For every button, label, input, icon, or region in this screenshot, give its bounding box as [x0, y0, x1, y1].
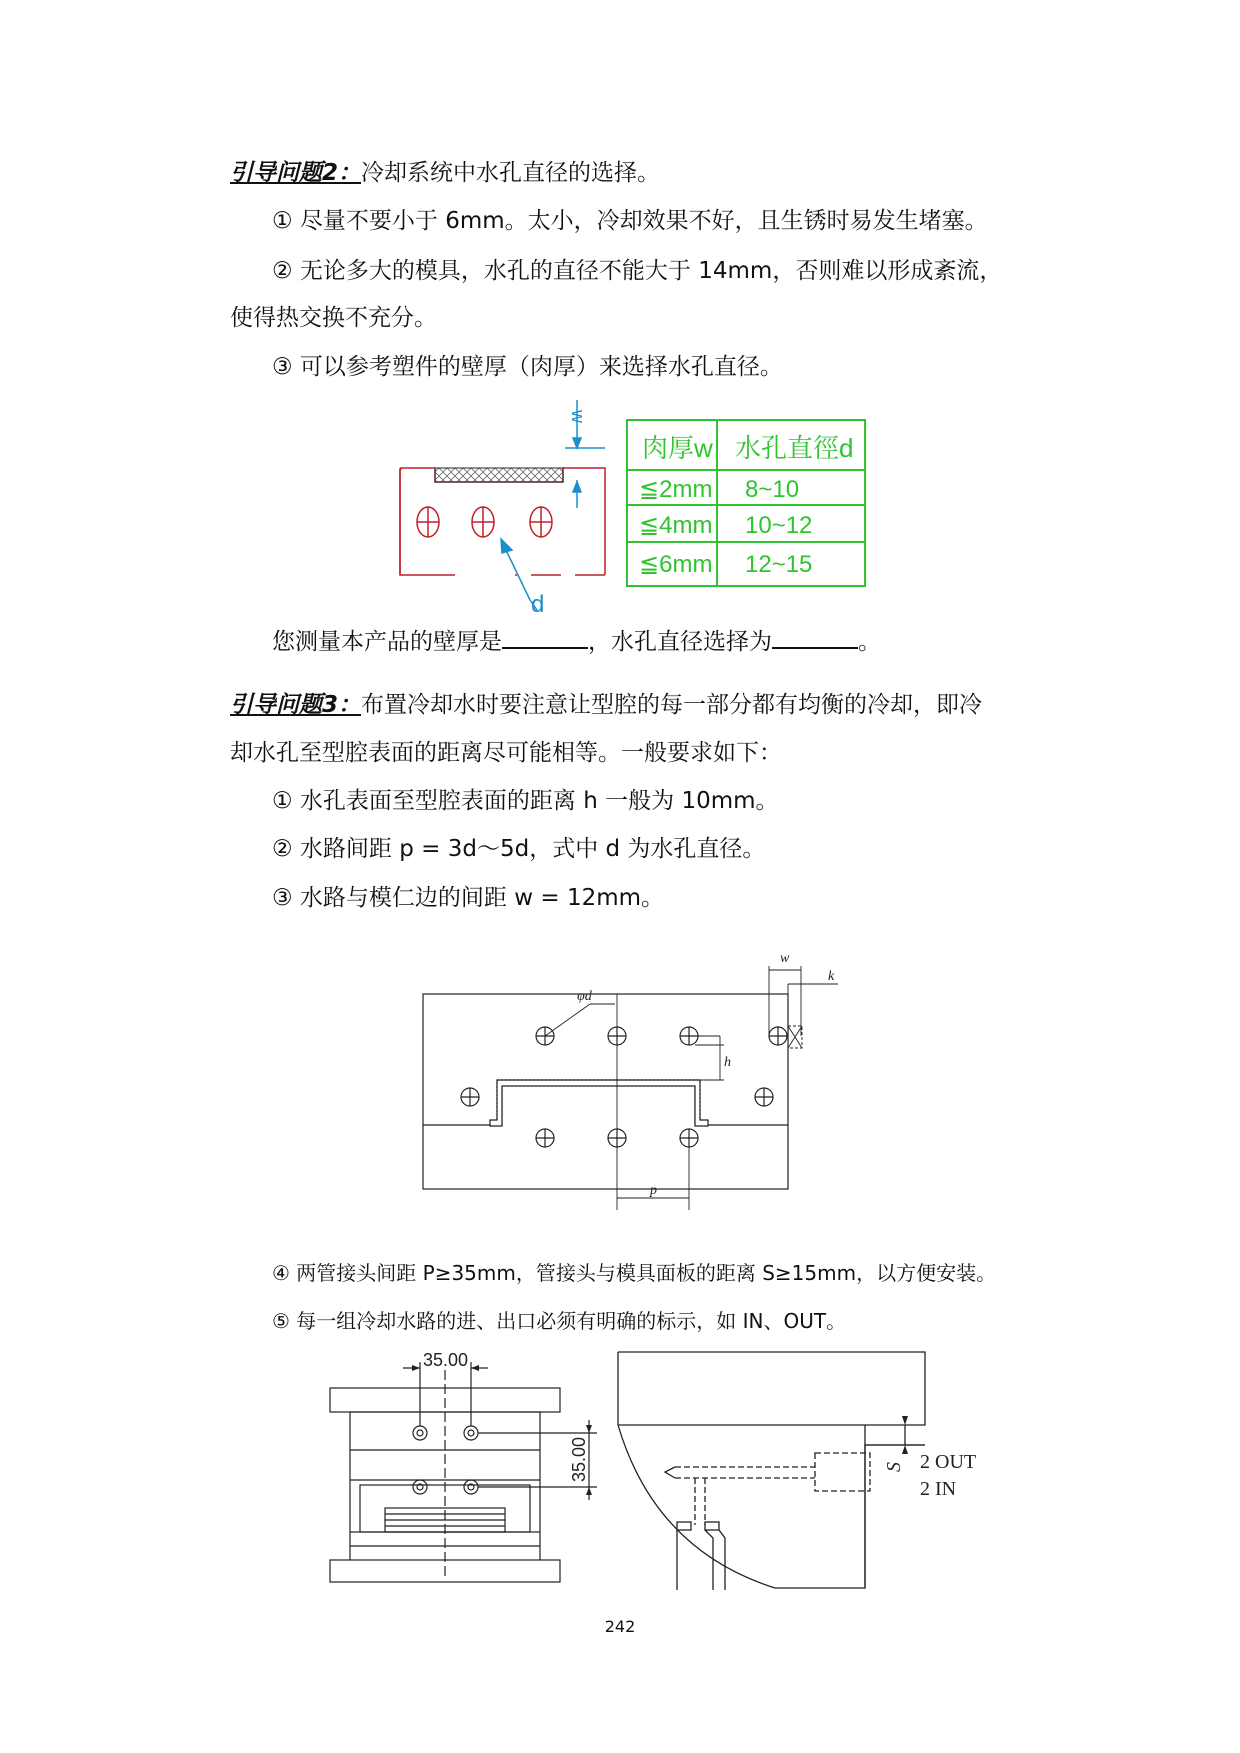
- table-cell-2-1: ≦4mm: [639, 512, 713, 539]
- q3-item-4: ④ 两管接头间距 P≥35mm，管接头与模具面板的距离 S≥15mm，以方便安装。: [272, 1261, 997, 1285]
- q2-heading: [230, 158, 660, 188]
- q3-item-5: ⑤ 每一组冷却水路的进、出口必须有明确的标示，如 IN、OUT。: [272, 1309, 847, 1333]
- plastic-part: [435, 468, 563, 482]
- q3-heading: [230, 690, 982, 720]
- cooling-layout-diagram: [420, 940, 860, 1230]
- fitting-top-right: [464, 1426, 478, 1440]
- label-s: S: [883, 1462, 905, 1472]
- label-w: w: [568, 410, 588, 423]
- table-cell-1-2: 8~10: [745, 476, 800, 503]
- hole-diameter-blank[interactable]: [772, 625, 858, 649]
- table-header-thickness: 肉厚w: [642, 433, 713, 463]
- q3-label: 引导问题3：: [230, 692, 362, 718]
- label-in: 2 IN: [920, 1478, 957, 1500]
- fitting-detail-view: [615, 1350, 1005, 1600]
- q2-title: 冷却系统中水孔直径的选择。: [361, 160, 661, 186]
- label-d: d: [531, 591, 545, 618]
- measure-text-c: 。: [858, 629, 881, 655]
- label-w: w: [780, 951, 790, 966]
- table-header-diameter: 水孔直徑d: [735, 433, 854, 463]
- label-out: 2 OUT: [920, 1451, 977, 1473]
- label-phid: φd: [577, 989, 592, 1004]
- table-cell-3-1: ≦6mm: [639, 551, 713, 578]
- q2-item-2-cont: 使得热交换不充分。: [230, 305, 437, 331]
- table-cell-1-1: ≦2mm: [639, 476, 713, 503]
- measure-text-a: 您测量本产品的壁厚是: [272, 629, 502, 655]
- label-k: k: [828, 969, 835, 984]
- measure-text-b: ，水孔直径选择为: [588, 629, 772, 655]
- q3-item-3: ③ 水路与模仁边的间距 w = 12mm。: [272, 885, 665, 911]
- q2-label: 引导问题2：: [230, 160, 362, 186]
- cooling-holes-grid: [461, 1027, 787, 1147]
- dim-vertical-35: 35.00: [569, 1436, 589, 1482]
- mold-front-view: [325, 1350, 615, 1595]
- wall-thickness-blank[interactable]: [502, 625, 588, 649]
- water-hole-diagram: [355, 400, 875, 620]
- parting-line: [423, 1085, 788, 1125]
- page-number: 242: [604, 1617, 636, 1636]
- q2-measure-line: [272, 625, 881, 657]
- table-cell-3-2: 12~15: [745, 551, 813, 578]
- q3-item-1: ① 水孔表面至型腔表面的距离 h 一般为 10mm。: [272, 788, 779, 814]
- label-h: h: [724, 1055, 731, 1070]
- q3-title-cont: 却水孔至型腔表面的距离尽可能相等。一般要求如下：: [230, 740, 782, 766]
- arc-outline: [618, 1425, 925, 1588]
- q3-title: 布置冷却水时要注意让型腔的每一部分都有均衡的冷却，即冷: [361, 692, 983, 718]
- fitting-bottom-left: [413, 1480, 427, 1494]
- label-p: p: [650, 1183, 657, 1198]
- q2-item-3: ③ 可以参考塑件的壁厚（肉厚）来选择水孔直径。: [272, 354, 783, 380]
- q3-item-2: ② 水路间距 p = 3d～5d，式中 d 为水孔直径。: [272, 836, 766, 862]
- fitting-top-left: [413, 1426, 427, 1440]
- phid-leader: [545, 1004, 590, 1036]
- q2-item-1: ① 尽量不要小于 6mm。太小，冷却效果不好，且生锈时易发生堵塞。: [272, 208, 988, 234]
- q2-item-2: ② 无论多大的模具，水孔的直径不能大于 14mm，否则难以形成紊流，: [272, 258, 1003, 284]
- dim-horizontal-35: 35.00: [423, 1350, 469, 1370]
- table-cell-2-2: 10~12: [745, 512, 813, 539]
- molded-part: [490, 1080, 708, 1126]
- fitting-bottom-right: [464, 1480, 478, 1494]
